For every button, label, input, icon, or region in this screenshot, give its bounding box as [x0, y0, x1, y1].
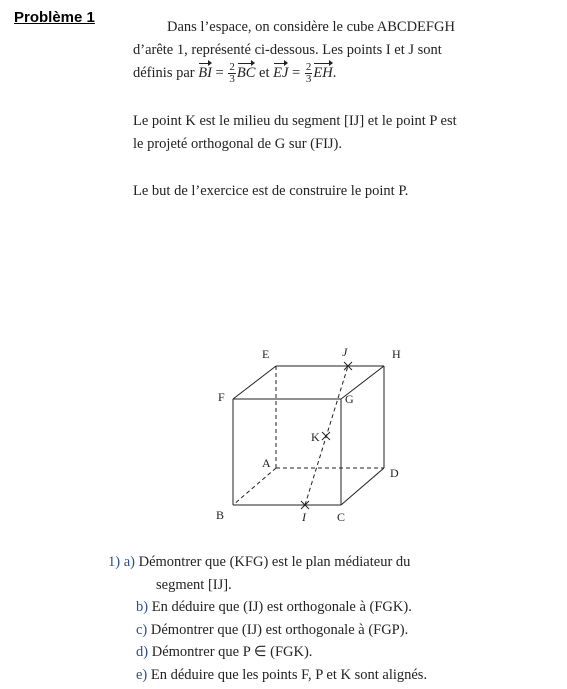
fraction-1-denominator: 3	[229, 73, 235, 86]
fraction-2-denominator: 3	[305, 73, 312, 86]
question-number: 1)	[108, 554, 121, 570]
point-k-cross	[322, 432, 330, 440]
question-list	[108, 551, 508, 686]
problem-heading: Problème 1	[14, 9, 95, 26]
fraction-1-numerator: 2	[229, 61, 235, 74]
label-k: K	[311, 430, 320, 444]
question-c-label: c)	[136, 621, 148, 638]
question-1d	[108, 641, 508, 664]
final-dot: .	[332, 65, 337, 81]
question-1a	[108, 551, 508, 574]
intro-line-2: d’arête 1, représenté ci-dessous. Les points I et J sont	[133, 42, 442, 58]
para2-line-2: le projeté orthogonal de G sur (FIJ).	[133, 136, 342, 152]
label-a: A	[262, 456, 271, 470]
para2-line-1: Le point K est le milieu du segment [IJ] et le point P est	[133, 113, 457, 129]
question-e-label: e)	[136, 666, 148, 683]
label-g: G	[345, 392, 354, 406]
question-c-text: Démontrer que (IJ) est orthogonale à (FGP).	[150, 621, 409, 638]
intro-line-1: Dans l’espace, on considère le cube ABCDEFGH	[167, 19, 455, 35]
intro-definis-par: définis par	[133, 65, 195, 81]
label-d: D	[390, 466, 399, 480]
vector-bi: BI	[198, 62, 212, 85]
label-h: H	[392, 347, 401, 361]
question-e-text: En déduire que les points F, P et K sont alignés.	[150, 666, 428, 683]
vector-eh: EH	[313, 62, 332, 85]
question-b-text: En déduire que (IJ) est orthogonale à (FGK).	[151, 599, 412, 615]
vector-bc: BC	[237, 62, 256, 85]
label-i: I	[302, 510, 306, 524]
edge-ab	[233, 468, 276, 505]
question-a-label: a)	[123, 554, 135, 570]
question-a-text: Démontrer que (KFG) est le plan médiateur du	[138, 554, 411, 570]
paragraph-goal: Le but de l’exercice est de construire le point P.	[133, 183, 409, 199]
edge-fe	[233, 366, 276, 399]
question-1a-continued: segment [IJ].	[156, 576, 232, 593]
question-1e	[108, 664, 508, 687]
question-d-text: Démontrer que P ∈ (FGK).	[151, 644, 313, 660]
equals-sign-2: =	[292, 65, 301, 81]
edge-cd	[341, 468, 384, 505]
label-j: J	[342, 345, 348, 359]
label-e: E	[262, 347, 270, 361]
question-1b	[108, 596, 508, 619]
label-f: F	[218, 390, 225, 404]
fraction-2-numerator: 2	[305, 61, 312, 74]
et-word: et	[259, 65, 270, 81]
question-d-label: d)	[136, 644, 149, 660]
label-c: C	[337, 510, 346, 524]
equals-sign-1: =	[215, 65, 224, 81]
question-1c	[108, 619, 508, 642]
label-b: B	[216, 508, 225, 522]
question-b-label: b)	[136, 599, 149, 615]
vector-ej: EJ	[273, 62, 288, 85]
